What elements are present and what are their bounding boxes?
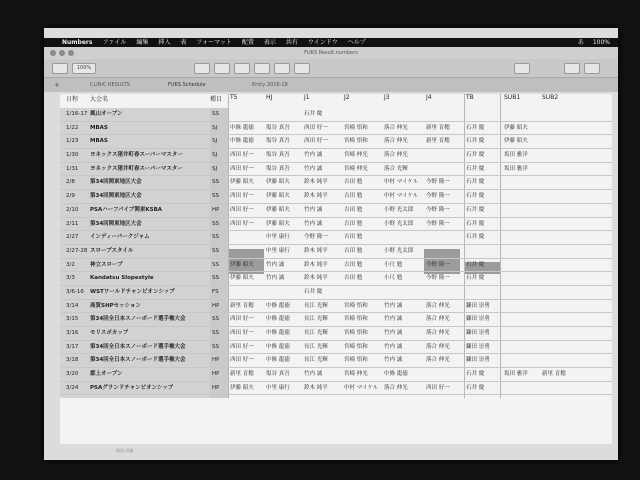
cell-j1[interactable]: 石井 慶	[304, 288, 323, 295]
cell-event[interactable]: ヨネックス猪井町春スーパーマスター	[90, 165, 183, 172]
cell-date[interactable]: 3/17	[66, 343, 79, 350]
cell-type[interactable]: SJ	[212, 152, 218, 159]
insert-chart-button[interactable]	[214, 63, 230, 74]
menu-insert[interactable]: 挿入	[158, 39, 171, 46]
cell-hj[interactable]: 塩谷 真吾	[266, 152, 290, 159]
table-row[interactable]	[60, 259, 612, 273]
header-j1: J1	[304, 94, 310, 101]
cell-event[interactable]: WSTワールドチャンピオンシップ	[90, 288, 175, 295]
cell-j2[interactable]: 吉田 勉	[344, 275, 363, 282]
header-sub1: SUB1	[504, 94, 521, 101]
zoom-window-button[interactable]	[68, 50, 74, 56]
organize-button[interactable]	[584, 63, 600, 74]
share-button[interactable]	[514, 63, 530, 74]
cell-j4[interactable]: 今野 隆一	[426, 275, 450, 282]
menu-format[interactable]: フォーマット	[196, 39, 232, 46]
table-row[interactable]	[60, 382, 612, 396]
header-t5: T5	[230, 94, 238, 101]
cell-j4[interactable]: 落合 伸光	[426, 343, 450, 350]
toolbar	[44, 59, 618, 78]
cell-j4[interactable]: 新里 育穂	[426, 124, 450, 131]
cell-type[interactable]: SS	[212, 220, 219, 227]
cell-event[interactable]: ヨネックス猪井町春スーパーマスター	[90, 152, 183, 159]
cell-type[interactable]: SS	[212, 111, 219, 117]
cell-j1[interactable]: 竹内 誠	[304, 206, 323, 213]
cell-j4[interactable]: 西田 好一	[426, 384, 450, 391]
cell-j1[interactable]: 長江 光輝	[304, 316, 328, 323]
cell-j4[interactable]: 落合 伸光	[426, 357, 450, 364]
cell-j2[interactable]: 宮崎 悟和	[344, 316, 368, 323]
cell-j2[interactable]: 宮崎 悟和	[344, 138, 368, 145]
cell-j3[interactable]: 落合 伸光	[384, 384, 408, 391]
cell-j4[interactable]: 落合 伸光	[426, 302, 450, 309]
cell-hj[interactable]: 竹内 誠	[266, 261, 285, 268]
cell-j1[interactable]: 鈴木 純平	[304, 193, 328, 200]
cell-j3[interactable]: 落合 伸光	[384, 124, 408, 131]
cell-j2[interactable]: 吉田 勉	[344, 261, 363, 268]
menu-help[interactable]: ヘルプ	[347, 39, 366, 46]
insert-table-button[interactable]	[194, 63, 210, 74]
cell-t5[interactable]: 西田 好一	[230, 357, 254, 364]
menu-app[interactable]: Numbers	[62, 39, 93, 46]
window-title: FUKS Result.numbers	[304, 50, 358, 56]
header-tb: TB	[466, 94, 474, 101]
cell-event[interactable]: 第34回関東地区大会	[90, 220, 142, 227]
cell-tb[interactable]: 石井 慶	[466, 384, 485, 391]
cell-t5[interactable]: 中條 龍徳	[230, 138, 254, 145]
cell-j3[interactable]: 竹内 誠	[384, 302, 403, 309]
cell-t5[interactable]: 伊藤 昭夫	[230, 275, 254, 282]
cell-hj[interactable]: 伊藤 昭夫	[266, 193, 290, 200]
table-row[interactable]	[60, 313, 612, 327]
cell-date[interactable]: 1/16-17	[66, 111, 88, 117]
header-j4: J4	[426, 94, 432, 101]
cell-t5[interactable]: 西田 好一	[230, 193, 254, 200]
header-hj: HJ	[266, 94, 273, 101]
cell-type[interactable]: SJ	[212, 165, 218, 172]
cell-event[interactable]: スロープスタイル	[90, 247, 134, 254]
cell-tb[interactable]: 鎌田 崇勇	[466, 302, 490, 309]
cell-j2[interactable]: 宮崎 悟和	[344, 124, 368, 131]
cell-event[interactable]: 第34回全日本スノーボード選手権大会	[90, 357, 186, 364]
cell-type[interactable]: HP	[212, 384, 220, 391]
cell-j3[interactable]: 小野 光太郎	[384, 247, 414, 254]
cell-j2[interactable]: 吉田 勉	[344, 193, 363, 200]
header-date: 日程	[66, 96, 79, 103]
cell-j3[interactable]: 竹内 誠	[384, 343, 403, 350]
table-row[interactable]	[60, 176, 612, 190]
cell-j4[interactable]: 今野 隆一	[426, 206, 450, 213]
cell-j2[interactable]: 宮崎 悟和	[344, 302, 368, 309]
cell-event[interactable]: Kandatsu Slopestyle	[90, 275, 154, 282]
cell-t5[interactable]: 中條 龍徳	[230, 124, 254, 131]
cell-date[interactable]: 1/30	[66, 152, 79, 159]
menu-bar	[44, 38, 618, 47]
cell-type[interactable]: SS	[212, 179, 219, 186]
minimize-window-button[interactable]	[59, 50, 65, 56]
cell-hj[interactable]: 中條 龍徳	[266, 343, 290, 350]
cell-type[interactable]: HP	[212, 206, 220, 213]
format-button[interactable]	[564, 63, 580, 74]
table-row[interactable]	[60, 163, 612, 177]
header-j3: J3	[384, 94, 390, 101]
cell-t5[interactable]: 伊藤 昭夫	[230, 384, 254, 391]
table-row[interactable]	[60, 108, 612, 122]
cell-date[interactable]: 2/27	[66, 234, 79, 241]
table-row[interactable]	[60, 231, 612, 245]
cell-hj[interactable]: 伊藤 昭夫	[266, 220, 290, 227]
cell-t5[interactable]: 伊藤 昭夫	[230, 179, 254, 186]
cell-date[interactable]: 3/15	[66, 316, 79, 323]
cell-type[interactable]: SS	[212, 247, 219, 254]
cell-hj[interactable]: 塩谷 真吾	[266, 371, 290, 378]
cell-j3[interactable]: 竹内 誠	[384, 330, 403, 336]
cell-j3[interactable]: 小尺 勉	[384, 275, 403, 282]
menu-edit[interactable]: 編集	[136, 39, 149, 46]
cell-t5[interactable]: 西田 好一	[230, 206, 254, 213]
table-row[interactable]	[60, 341, 612, 355]
cell-j4[interactable]: 落合 伸光	[426, 330, 450, 336]
cell-event[interactable]: 郡上オープン	[90, 371, 123, 378]
cell-hj[interactable]: 伊藤 昭夫	[266, 179, 290, 186]
cell-j2[interactable]: 宮崎 悟和	[344, 343, 368, 350]
cell-hj[interactable]: 竹内 誠	[266, 275, 285, 282]
cell-j3[interactable]: 中村 マイケル	[384, 193, 419, 200]
cell-type[interactable]: SS	[212, 316, 219, 323]
cell-type[interactable]: FS	[212, 288, 219, 295]
cell-event[interactable]: MBAS	[90, 124, 108, 131]
menu-table[interactable]: 表	[180, 39, 187, 46]
cell-j1[interactable]: 竹内 誠	[304, 220, 323, 227]
table-row[interactable]	[60, 245, 612, 259]
cell-j4[interactable]: 今野 隆一	[426, 261, 450, 268]
cell-date[interactable]: 3/2	[66, 261, 75, 268]
battery-status[interactable]: 100%	[592, 39, 610, 46]
cell-tb[interactable]: 石井 慶	[466, 206, 485, 213]
table-row[interactable]	[60, 272, 612, 286]
cell-t5[interactable]: 伊藤 昭夫	[230, 261, 254, 268]
cell-j1[interactable]: 鈴木 純平	[304, 179, 328, 186]
cell-hj[interactable]: 中里 康行	[266, 247, 290, 254]
cell-j3[interactable]: 落合 光輝	[384, 165, 408, 172]
cell-date[interactable]: 2/10	[66, 206, 79, 213]
cell-date[interactable]: 3/20	[66, 371, 79, 378]
cell-j2[interactable]: 吉田 勉	[344, 220, 363, 227]
cell-event[interactable]: 風山オープン	[90, 111, 123, 117]
cell-tb[interactable]: 石井 慶	[466, 220, 485, 227]
cell-j1[interactable]: 鈴木 純平	[304, 261, 328, 268]
cell-j3[interactable]: 小野 光太郎	[384, 206, 414, 213]
cell-sub1[interactable]: 伊藤 昭夫	[504, 138, 528, 145]
zoom-select[interactable]: 100%	[72, 63, 96, 74]
cell-type[interactable]: SS	[212, 330, 219, 336]
cell-j2[interactable]: 吉田 勉	[344, 234, 363, 241]
header-sub2: SUB2	[542, 94, 559, 101]
cell-t5[interactable]: 西田 好一	[230, 343, 254, 350]
cell-event[interactable]: PSAハーフパイプ関東KSBA	[90, 206, 163, 213]
menu-share[interactable]: 共有	[285, 39, 298, 46]
cell-type[interactable]: SS	[212, 261, 219, 268]
cell-event[interactable]: MBAS	[90, 138, 108, 145]
cell-j1[interactable]: 長江 光輝	[304, 302, 328, 309]
tab-entry[interactable]: Entry 2016-18	[252, 82, 288, 88]
spreadsheet[interactable]	[60, 94, 612, 444]
cell-hj[interactable]: 塩谷 真吾	[266, 124, 290, 131]
cell-j2[interactable]: 吉田 勉	[344, 179, 363, 186]
cell-tb[interactable]: 鎌田 崇勇	[466, 330, 490, 336]
cell-date[interactable]: 3/18	[66, 357, 79, 364]
title-bar	[44, 47, 618, 59]
cell-j2[interactable]: 吉田 勉	[344, 206, 363, 213]
cell-j1[interactable]: 長江 光輝	[304, 330, 328, 336]
cell-date[interactable]: 1/22	[66, 124, 79, 131]
cell-hj[interactable]: 塩谷 真吾	[266, 138, 290, 145]
cell-j1[interactable]: 竹内 誠	[304, 152, 323, 159]
cell-j2[interactable]: 宮崎 悟和	[344, 357, 368, 364]
table-row[interactable]	[60, 135, 612, 149]
cell-type[interactable]: SJ	[212, 138, 218, 145]
cell-type[interactable]: SJ	[212, 124, 218, 131]
cell-tb[interactable]: 鎌田 崇勇	[466, 357, 490, 364]
cell-j2[interactable]: 宮崎 悟和	[344, 330, 368, 336]
cell-j3[interactable]: 落合 伸光	[384, 152, 408, 159]
insert-media-button[interactable]	[274, 63, 290, 74]
cell-tb[interactable]: 鎌田 崇勇	[466, 343, 490, 350]
cell-t5[interactable]: 西田 好一	[230, 316, 254, 323]
table-row[interactable]	[60, 354, 612, 368]
cell-sub1[interactable]: 伊藤 昭夫	[504, 124, 528, 131]
cell-event[interactable]: 第34回関東地区大会	[90, 179, 142, 186]
cell-event[interactable]: 第34回関東地区大会	[90, 193, 142, 200]
cell-tb[interactable]: 石井 慶	[466, 138, 485, 145]
cell-tb[interactable]: 石井 慶	[466, 152, 485, 159]
cell-j3[interactable]: 小尺 勉	[384, 261, 403, 268]
cell-event[interactable]: 神立スロープ	[90, 261, 123, 268]
cell-j1[interactable]: 今野 隆一	[304, 234, 328, 241]
menu-view[interactable]: 表示	[263, 39, 276, 46]
screen	[44, 28, 618, 460]
cell-t5[interactable]: 西田 好一	[230, 165, 254, 172]
insert-shape-button[interactable]	[254, 63, 270, 74]
cell-type[interactable]: HP	[212, 371, 220, 378]
table-body	[60, 108, 612, 395]
cell-date[interactable]: 3/24	[66, 384, 79, 391]
menu-file[interactable]: ファイル	[102, 39, 127, 46]
cell-tb[interactable]: 石井 慶	[466, 371, 485, 378]
cell-j1[interactable]: 竹内 誠	[304, 165, 323, 172]
table-row[interactable]	[60, 204, 612, 218]
bottom-bar: 新規 詳細	[116, 448, 134, 453]
menu-arrange[interactable]: 配置	[241, 39, 254, 46]
cell-j3[interactable]: 落合 伸光	[384, 138, 408, 145]
cell-j3[interactable]: 中村 マイケル	[384, 179, 419, 186]
table-row[interactable]	[60, 327, 612, 341]
cell-date[interactable]: 3/14	[66, 302, 79, 309]
cell-event[interactable]: モリスポカップ	[90, 330, 129, 336]
cell-tb[interactable]: 鎌田 崇勇	[466, 316, 490, 323]
cell-j3[interactable]: 竹内 誠	[384, 316, 403, 323]
cell-date[interactable]: 2/11	[66, 220, 79, 227]
menu-window[interactable]: ウインドウ	[307, 39, 338, 46]
cell-hj[interactable]: 中條 龍徳	[266, 316, 290, 323]
cell-sub1[interactable]: 坂田 雅洋	[504, 152, 528, 159]
cell-j1[interactable]: 長江 光輝	[304, 357, 328, 364]
table-row[interactable]	[60, 368, 612, 382]
table-row[interactable]	[60, 300, 612, 314]
table-row[interactable]	[60, 218, 612, 232]
cell-j2[interactable]: 宮崎 伸光	[344, 165, 368, 172]
cell-hj[interactable]: 中條 龍徳	[266, 302, 290, 309]
cell-tb[interactable]: 石井 慶	[466, 193, 485, 200]
cell-j2[interactable]: 吉田 勉	[344, 247, 363, 254]
cell-sub1[interactable]: 坂田 雅洋	[504, 165, 528, 172]
cell-j3[interactable]: 中條 龍徳	[384, 371, 408, 378]
cell-t5[interactable]: 西田 好一	[230, 152, 254, 159]
close-window-button[interactable]	[50, 50, 56, 56]
comment-button[interactable]	[294, 63, 310, 74]
cell-hj[interactable]: 中里 康行	[266, 234, 290, 241]
cell-j1[interactable]: 西田 好一	[304, 124, 328, 131]
header-type: 種目	[210, 96, 223, 103]
tab-fuks-schedule[interactable]: FUKS Schedule	[168, 82, 206, 88]
cell-j1[interactable]: 石井 慶	[304, 111, 323, 117]
view-button[interactable]	[52, 63, 68, 74]
table-row[interactable]	[60, 190, 612, 204]
sheet-tabs	[44, 78, 618, 92]
cell-date[interactable]: 1/31	[66, 165, 79, 172]
cell-j1[interactable]: 竹内 誠	[304, 371, 323, 378]
cell-tb[interactable]: 石井 慶	[466, 179, 485, 186]
cell-type[interactable]: SS	[212, 275, 219, 282]
cell-j2[interactable]: 宮崎 伸光	[344, 152, 368, 159]
cell-j1[interactable]: 鈴木 純平	[304, 275, 328, 282]
cell-event[interactable]: 第34回全日本スノーボード選手権大会	[90, 316, 186, 323]
add-sheet-button[interactable]: +	[54, 81, 60, 89]
cell-date[interactable]: 1/23	[66, 138, 79, 145]
cell-j3[interactable]: 竹内 誠	[384, 357, 403, 364]
cell-event[interactable]: 高賀SHPセッション	[90, 302, 141, 309]
cell-event[interactable]: 第34回全日本スノーボード選手権大会	[90, 343, 186, 350]
cell-j2[interactable]: 中村 マイケル	[344, 384, 379, 391]
cell-j1[interactable]: 長江 光輝	[304, 343, 328, 350]
cell-hj[interactable]: 中里 康行	[266, 384, 290, 391]
cell-t5[interactable]: 西田 好一	[230, 330, 254, 336]
cell-j1[interactable]: 鈴木 純平	[304, 384, 328, 391]
header-event: 大会名	[90, 96, 109, 103]
cell-event[interactable]: PSAグランドチャンピオンシップ	[90, 384, 174, 391]
table-row[interactable]	[60, 122, 612, 136]
cell-t5[interactable]: 西田 好一	[230, 220, 254, 227]
cell-sub2[interactable]: 新里 育穂	[542, 371, 566, 378]
tab-clinic-results[interactable]: CLINIC RESULTS	[90, 82, 130, 88]
cell-tb[interactable]: 石井 慶	[466, 124, 485, 131]
window-controls	[50, 50, 77, 56]
cell-sub1[interactable]: 坂田 雅洋	[504, 371, 528, 378]
status-menus	[569, 38, 610, 47]
cell-j3[interactable]: 小野 光太郎	[384, 220, 414, 227]
cell-hj[interactable]: 中條 龍徳	[266, 330, 290, 336]
cell-type[interactable]: SS	[212, 234, 219, 241]
cell-date[interactable]: 2/8	[66, 179, 75, 186]
cell-tb[interactable]: 石井 慶	[466, 234, 485, 241]
cell-j4[interactable]: 新里 育穂	[426, 138, 450, 145]
cell-date[interactable]: 2/27-28	[66, 247, 88, 254]
header-j2: J2	[344, 94, 350, 101]
cell-t5[interactable]: 新里 育穂	[230, 302, 254, 309]
cell-tb[interactable]: 石井 慶	[466, 275, 485, 282]
cell-j4[interactable]: 今野 隆一	[426, 179, 450, 186]
cell-tb[interactable]: 石井 慶	[466, 261, 485, 268]
input-method-icon[interactable]: あ	[577, 39, 584, 46]
cell-event[interactable]: インディーパークジャム	[90, 234, 150, 241]
cell-j1[interactable]: 西田 好一	[304, 138, 328, 145]
table-row[interactable]	[60, 286, 612, 300]
cell-j2[interactable]: 宮崎 伸光	[344, 371, 368, 378]
cell-t5[interactable]: 新里 育穂	[230, 371, 254, 378]
table-row[interactable]	[60, 149, 612, 163]
cell-tb[interactable]: 石井 慶	[466, 165, 485, 172]
cell-j4[interactable]: 落合 伸光	[426, 316, 450, 323]
cell-type[interactable]: HP	[212, 357, 220, 364]
cell-type[interactable]: SS	[212, 343, 219, 350]
cell-type[interactable]: HP	[212, 302, 220, 309]
insert-text-button[interactable]	[234, 63, 250, 74]
cell-hj[interactable]: 中條 龍徳	[266, 357, 290, 364]
cell-hj[interactable]: 伊藤 昭夫	[266, 206, 290, 213]
cell-date[interactable]: 3/6-16	[66, 288, 84, 295]
cell-j4[interactable]: 今野 隆一	[426, 193, 450, 200]
cell-date[interactable]: 2/9	[66, 193, 75, 200]
cell-j1[interactable]: 鈴木 純平	[304, 247, 328, 254]
cell-type[interactable]: SS	[212, 193, 219, 200]
cell-j4[interactable]: 今野 隆一	[426, 220, 450, 227]
cell-hj[interactable]: 塩谷 真吾	[266, 165, 290, 172]
cell-date[interactable]: 3/3	[66, 275, 75, 282]
cell-date[interactable]: 3/16	[66, 330, 79, 336]
